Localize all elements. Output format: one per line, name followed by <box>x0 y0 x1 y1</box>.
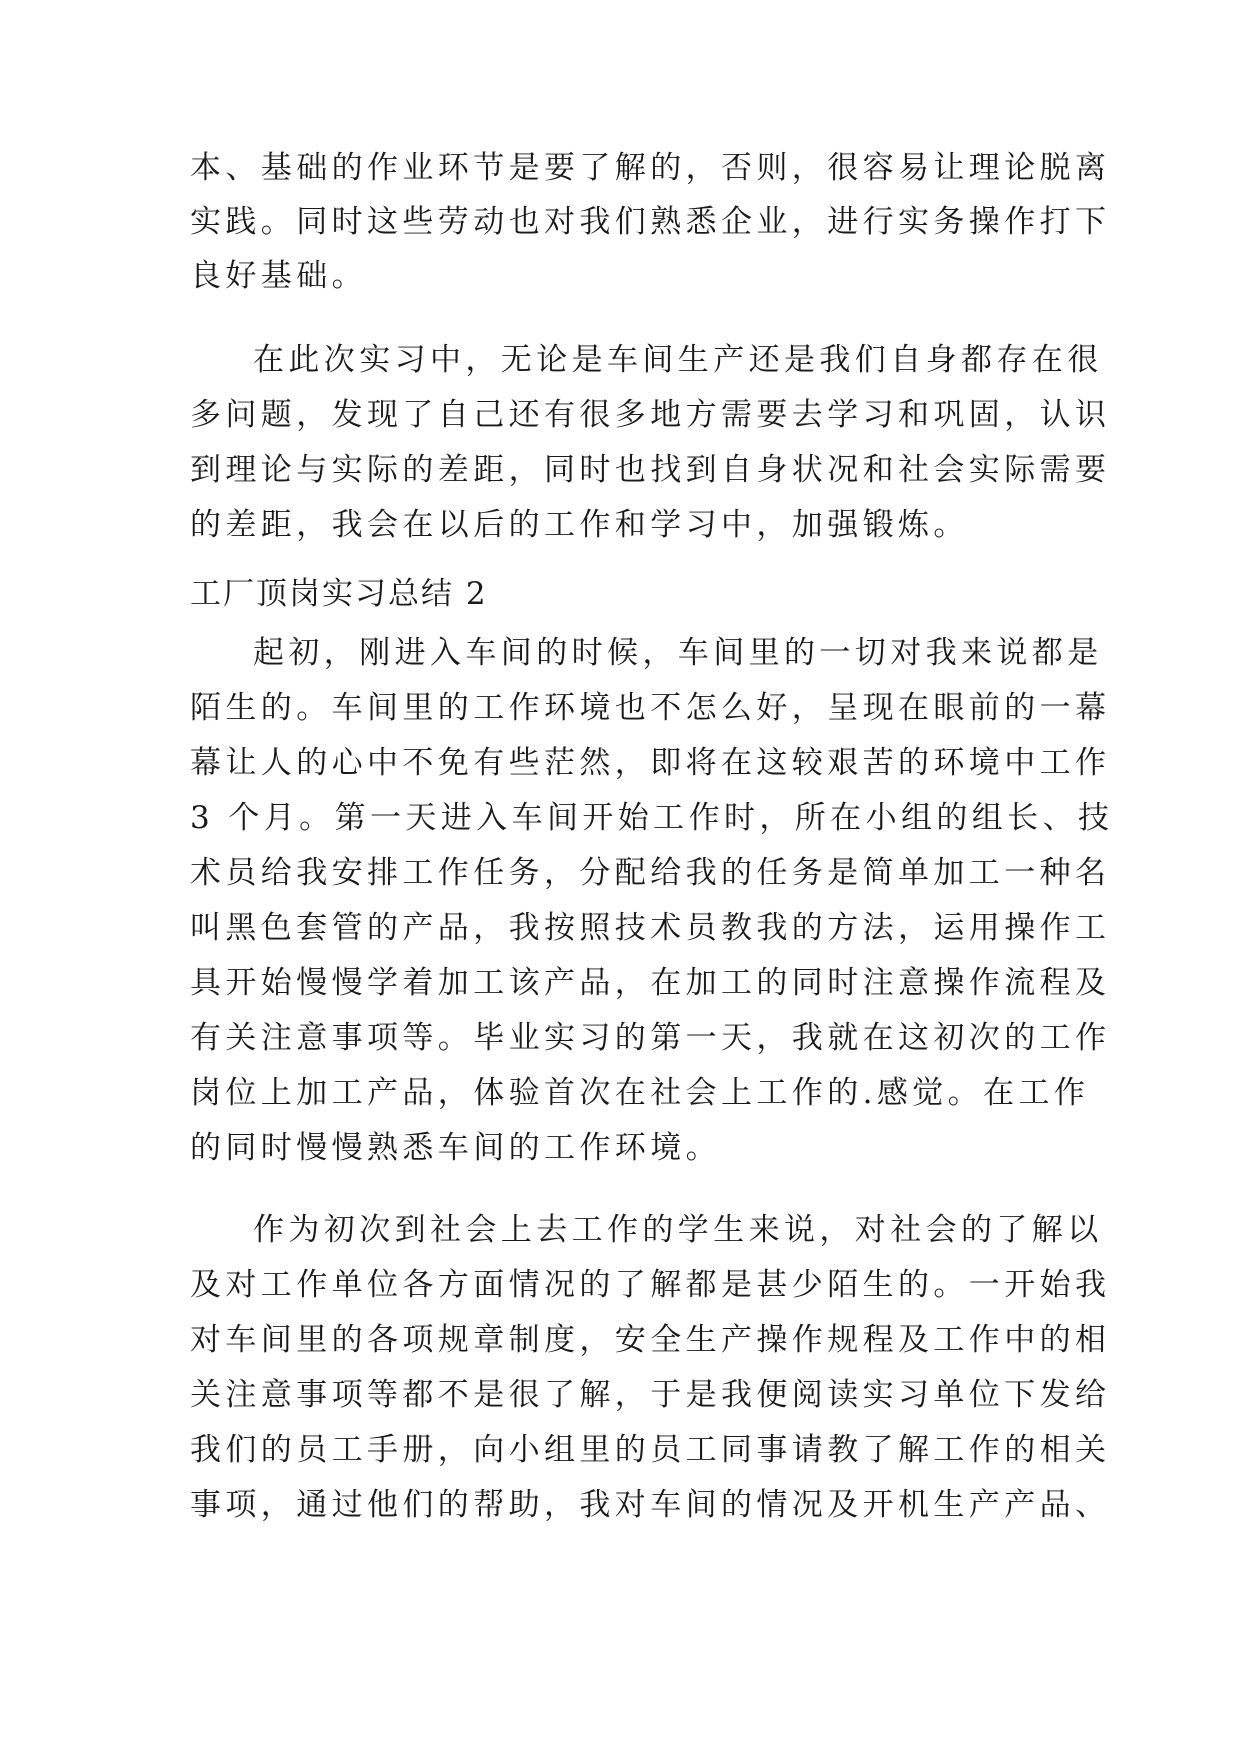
text-line: 幕让人的心中不免有些茫然，即将在这较艰苦的环境中工作 <box>190 745 1111 781</box>
text-line: 的差距，我会在以后的工作和学习中，加强锻炼。 <box>190 507 969 543</box>
section-heading: 工厂顶岗实习总结 2 <box>190 576 488 612</box>
text-line: 事项，通过他们的帮助，我对车间的情况及开机生产产品、 <box>190 1487 1111 1523</box>
text-line: 关注意事项等都不是很了解，于是我便阅读实习单位下发给 <box>190 1377 1111 1413</box>
text-line: 术员给我安排工作任务，分配给我的任务是简单加工一种名 <box>190 855 1111 891</box>
text-line: 多问题，发现了自己还有很多地方需要去学习和巩固，认识 <box>190 397 1111 433</box>
text-line: 陌生的。车间里的工作环境也不怎么好，呈现在眼前的一幕 <box>190 690 1111 726</box>
text-line: 及对工作单位各方面情况的了解都是甚少陌生的。一开始我 <box>190 1267 1111 1303</box>
text-line: 岗位上加工产品，体验首次在社会上工作的.感觉。在工作 <box>190 1075 1090 1111</box>
text-line: 叫黑色套管的产品，我按照技术员教我的方法，运用操作工 <box>190 910 1111 946</box>
text-line: 有关注意事项等。毕业实习的第一天，我就在这初次的工作 <box>190 1020 1111 1056</box>
text-line: 实践。同时这些劳动也对我们熟悉企业，进行实务操作打下 <box>190 204 1111 240</box>
text-line: 本、基础的作业环节是要了解的，否则，很容易让理论脱离 <box>190 150 1111 186</box>
text-line: 我们的员工手册，向小组里的员工同事请教了解工作的相关 <box>190 1432 1111 1468</box>
paragraph-first-line: 在此次实习中，无论是车间生产还是我们自身都存在很 <box>253 342 1103 378</box>
text-line: 具开始慢慢学着加工该产品，在加工的同时注意操作流程及 <box>190 965 1111 1001</box>
text-line: 3 个月。第一天进入车间开始工作时，所在小组的组长、技 <box>190 800 1114 836</box>
text-line: 对车间里的各项规章制度，安全生产操作规程及工作中的相 <box>190 1322 1111 1358</box>
text-line: 的同时慢慢熟悉车间的工作环境。 <box>190 1130 721 1166</box>
text-line: 良好基础。 <box>190 258 367 294</box>
paragraph-first-line: 作为初次到社会上去工作的学生来说，对社会的了解以 <box>253 1212 1103 1248</box>
paragraph-first-line: 起初，刚进入车间的时候，车间里的一切对我来说都是 <box>253 635 1103 671</box>
text-line: 到理论与实际的差距，同时也找到自身状况和社会实际需要 <box>190 452 1111 488</box>
